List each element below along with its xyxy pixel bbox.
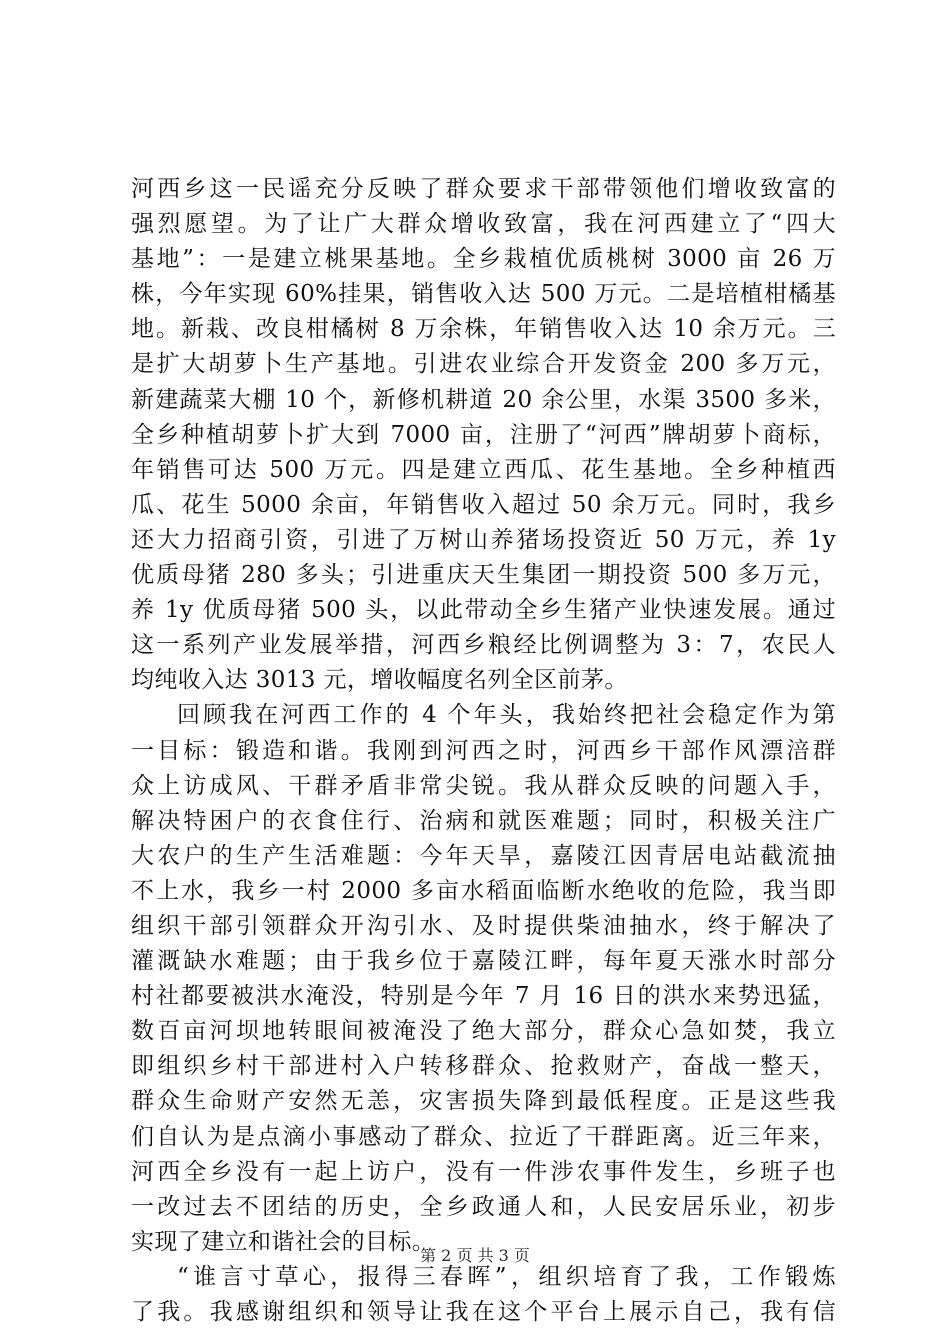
text-line: 众上访成风、干群矛盾非常尖锐。我从群众反映的问题入手， — [131, 772, 836, 799]
body-text — [131, 172, 836, 1330]
text-line: 一目标：锻造和谐。我刚到河西之时，河西乡干部作风漂涪群 — [131, 737, 836, 764]
text-line: 组织干部引领群众开沟引水、及时提供柴油抽水，终于解决了 — [131, 912, 836, 939]
text-line: 群众生命财产安然无恙，灾害损失降到最低程度。正是这些我 — [131, 1088, 836, 1115]
text-line: 养 1y 优质母猪 500 头，以此带动全乡生猪产业快速发展。通过 — [131, 597, 836, 624]
text-line: 河西乡这一民谣充分反映了群众要求干部带领他们增收致富的 — [131, 176, 836, 202]
text-line: 瓜、花生 5000 余亩，年销售收入超过 50 余万元。同时，我乡 — [131, 491, 836, 518]
text-line: 基地”：一是建立桃果基地。全乡栽植优质桃树 3000 亩 26 万 — [131, 246, 836, 273]
text-line: 回顾我在河西工作的 4 个年头，我始终把社会稳定作为第 — [177, 702, 836, 729]
text-line: 即组织乡村干部进村入户转移群众、抢救财产，奋战一整天， — [131, 1053, 836, 1080]
text-line: 村社都要被洪水淹没，特别是今年 7 月 16 日的洪水来势迅猛， — [131, 983, 836, 1010]
text-line: 地。新栽、改良柑橘树 8 万余株，年销售收入达 10 余万元。三 — [131, 316, 836, 343]
text-line: 优质母猪 280 多头；引进重庆天生集团一期投资 500 多万元， — [131, 562, 836, 589]
page-footer: 第 2 页 共 3 页 — [420, 1246, 530, 1265]
text-line: 全乡种植胡萝卜扩大到 7000 亩，注册了“河西”牌胡萝卜商标， — [131, 421, 836, 448]
text-line: 是扩大胡萝卜生产基地。引进农业综合开发资金 200 多万元， — [131, 351, 836, 378]
text-line: 大农户的生产生活难题：今年天旱，嘉陵江因青居电站截流抽 — [131, 842, 836, 869]
text-line: 实现了建立和谐社会的目标。 — [131, 1228, 436, 1255]
text-line: 强烈愿望。为了让广大群众增收致富，我在河西建立了“四大 — [131, 211, 836, 238]
text-line: 还大力招商引资，引进了万树山养猪场投资近 50 万元，养 1y — [131, 526, 836, 553]
text-line: 们自认为是点滴小事感动了群众、拉近了干群距离。近三年来， — [131, 1123, 836, 1150]
text-line: 株，今年实现 60%挂果，销售收入达 500 万元。二是培植柑橘基 — [131, 281, 836, 308]
text-line: 不上水，我乡一村 2000 多亩水稻面临断水绝收的危险，我当即 — [131, 877, 836, 904]
text-line: “谁言寸草心，报得三春晖”，组织培育了我，工作锻炼 — [177, 1263, 836, 1290]
text-line: 灌溉缺水难题；由于我乡位于嘉陵江畔，每年夏天涨水时部分 — [131, 948, 836, 975]
text-line: 这一系列产业发展举措，河西乡粮经比例调整为 3：7，农民人 — [131, 632, 836, 659]
text-line: 均纯收入达 3013 元，增收幅度名列全区前茅。 — [131, 667, 628, 694]
text-line: 河西全乡没有一起上访户，没有一件涉农事件发生，乡班子也 — [131, 1158, 836, 1185]
text-line: 解决特困户的衣食住行、治病和就医难题；同时，积极关注广 — [131, 807, 836, 834]
text-line: 了我。我感谢组织和领导让我在这个平台上展示自己，我有信 — [131, 1299, 836, 1325]
text-line: 年销售可达 500 万元。四是建立西瓜、花生基地。全乡种植西 — [131, 456, 836, 483]
text-line: 一改过去不团结的历史，全乡政通人和，人民安居乐业，初步 — [131, 1193, 836, 1220]
text-line: 新建蔬菜大棚 10 个，新修机耕道 20 余公里，水渠 3500 多米， — [131, 386, 836, 413]
text-line: 数百亩河坝地转眼间被淹没了绝大部分，群众心急如焚，我立 — [131, 1018, 836, 1045]
